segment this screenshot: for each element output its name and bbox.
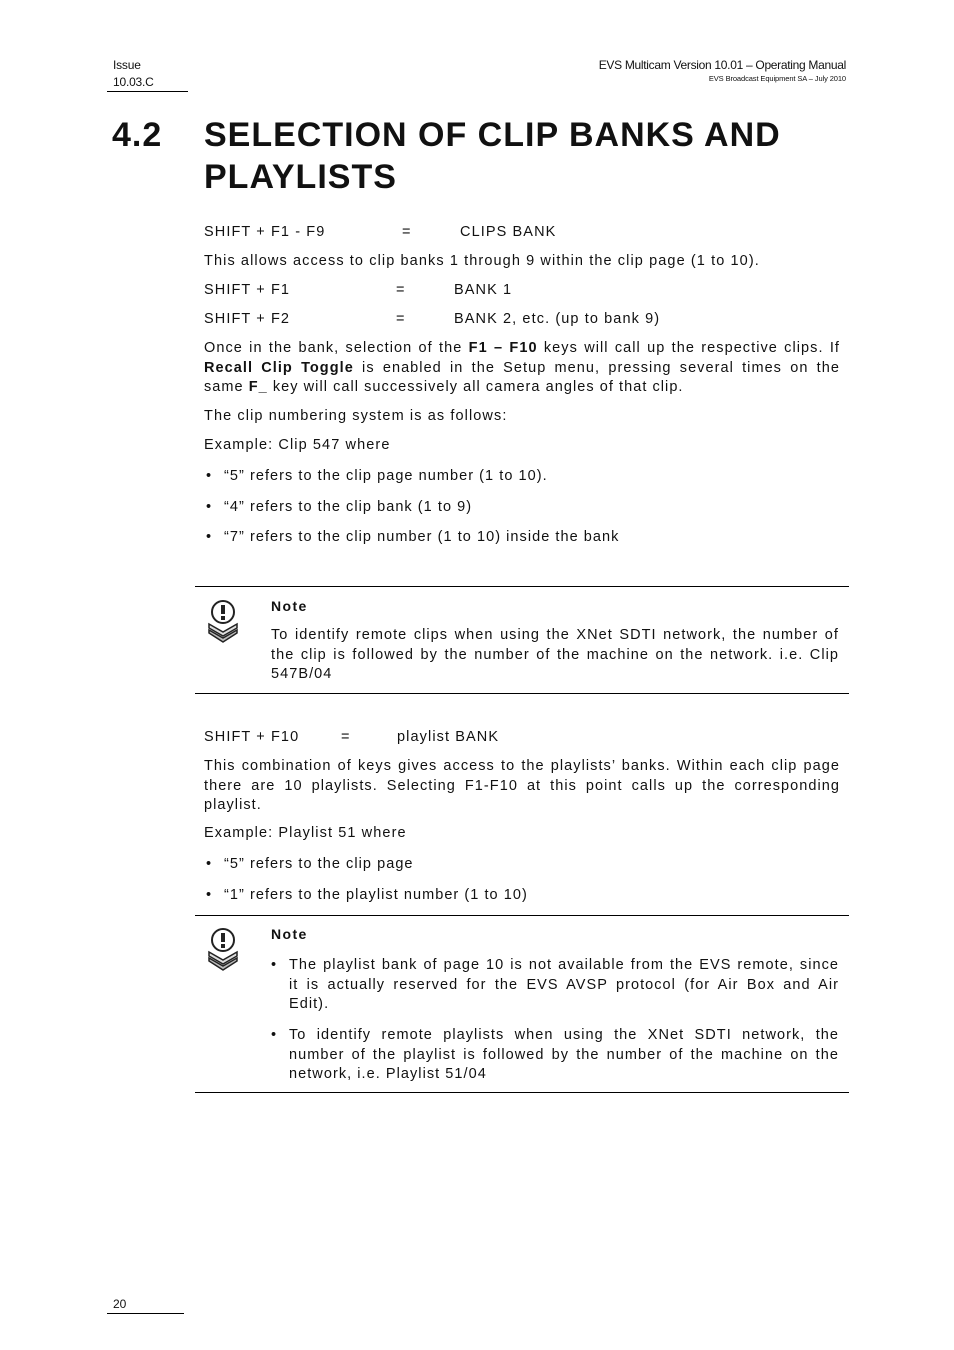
note-text: To identify remote clips when using the XNet SDTI network, the number of the clip is followed by the number of the machine on the network. i.e. Clip 547B/04: [271, 627, 839, 682]
shortcut-key-bank1: SHIFT + F1: [204, 282, 291, 298]
clip-numbering-text: The clip numbering system is as follows:: [204, 408, 508, 424]
section-title-line1: SELECTION OF CLIP BANKS AND: [204, 116, 781, 154]
list-item: • “1” refers to the playlist number (1 to 10): [206, 886, 836, 906]
shortcut-value-playlist: playlist BANK: [397, 729, 500, 745]
list-item: • “5” refers to the clip page: [206, 855, 836, 875]
bullet-icon: •: [271, 1027, 278, 1043]
section-title-line2: PLAYLISTS: [204, 158, 397, 196]
playlists-paragraph: This combination of keys gives access to the playlists’ banks. Within each clip page there are 10 playlists. Selecting F1-F10 at this point calls up the corresponding playlist.: [204, 758, 840, 813]
shortcut-key-bank2: SHIFT + F2: [204, 311, 291, 327]
manual-subtitle: EVS Broadcast Equipment SA – July 2010: [708, 74, 846, 83]
list-item: • To identify remote playlists when using the XNet SDTI network, the number of the playlist is followed by the number of the machine on the network, i.e. Playlist 51/04: [271, 1027, 839, 1082]
note-title: Note: [271, 598, 308, 614]
bullet-icon: •: [206, 468, 213, 484]
section-number: 4.2: [112, 116, 163, 154]
bullet-icon: •: [271, 957, 278, 973]
page-number: 20: [113, 1297, 127, 1311]
list-item: • “7” refers to the clip number (1 to 10) inside the bank: [206, 528, 836, 548]
shortcut-eq-playlist: =: [341, 729, 351, 745]
note-icon: [205, 598, 241, 644]
shortcut-value-bank2: BANK 2, etc. (up to bank 9): [454, 311, 661, 327]
clips-paragraph: Once in the bank, selection of the F1 – F10 keys will call up the respective clips. If Recall Clip Toggle is enabled in the Setup menu, pressing several times on the same F_ key will call successively all camera angles of that clip.: [204, 340, 840, 395]
issue-label: Issue: [113, 58, 141, 72]
note-top-rule: [195, 915, 849, 916]
bullet-icon: •: [206, 499, 213, 515]
clip-example-text: Example: Clip 547 where: [204, 437, 391, 453]
shortcut-value-clips: CLIPS BANK: [460, 224, 557, 240]
note-icon: [205, 926, 241, 972]
note-bottom-rule: [195, 693, 849, 694]
bullet-icon: •: [206, 856, 213, 872]
shortcut-key-clips: SHIFT + F1 - F9: [204, 224, 326, 240]
list-item: • “5” refers to the clip page number (1 to 10).: [206, 467, 836, 487]
manual-title: EVS Multicam Version 10.01 – Operating Manual: [598, 58, 846, 72]
bullet-icon: •: [206, 529, 213, 545]
shortcut-eq-bank2: =: [396, 311, 406, 327]
list-item: • The playlist bank of page 10 is not available from the EVS remote, since it is actually reserved for the EVS AVSP protocol (for Air Box and Air Edit).: [271, 957, 839, 1012]
shortcut-key-playlist: SHIFT + F10: [204, 729, 300, 745]
header-rule: [107, 91, 188, 92]
issue-number: 10.03.C: [113, 75, 154, 89]
shortcut-value-bank1: BANK 1: [454, 282, 513, 298]
note-bottom-rule: [195, 1092, 849, 1093]
note-title: Note: [271, 926, 308, 942]
footer-rule: [107, 1313, 184, 1314]
shortcut-eq-bank1: =: [396, 282, 406, 298]
clips-intro: This allows access to clip banks 1 through 9 within the clip page (1 to 10).: [204, 253, 760, 269]
bullet-icon: •: [206, 887, 213, 903]
playlist-example-text: Example: Playlist 51 where: [204, 825, 407, 841]
list-item: • “4” refers to the clip bank (1 to 9): [206, 498, 836, 518]
shortcut-eq-clips: =: [402, 224, 412, 240]
note-top-rule: [195, 586, 849, 587]
